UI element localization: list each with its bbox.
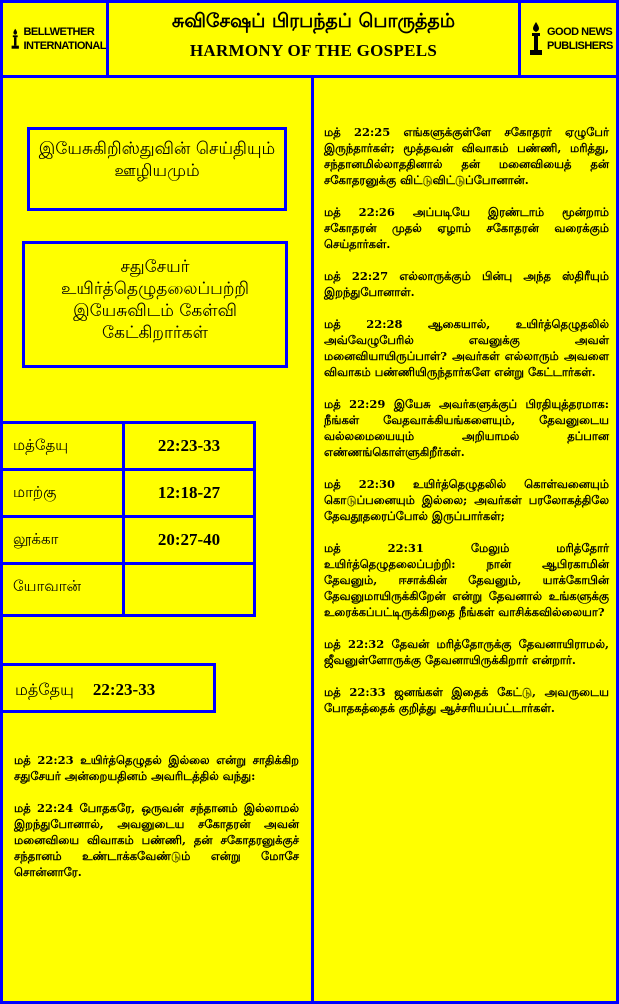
reference-verse	[125, 565, 253, 626]
verse-paragraph: மத் 22:30 உயிர்த்தெழுதலில் கொள்வனையும் கொடுப்பனையும் இல்லை; அவர்கள் பரலோகத்திலே தேவதூதரைப்போல் இருப்பார்கள்;	[324, 477, 609, 523]
logo-left-line1: BELLWETHER	[23, 26, 95, 38]
reference-book: மாற்கு	[3, 471, 125, 515]
reference-row	[0, 562, 256, 617]
verse-paragraph: மத் 22:28 ஆகையால், உயிர்த்தெழுதலில் அவ்வேழுபேரில் எவனுக்கு அவள் மனைவியாயிருப்பாள்? அவர்கள் எல்லாரும் அவளை விவாகம் பண்ணியிருந்தார்களே என்று கேட்டார்கள்.	[324, 317, 609, 379]
page-title-tamil: சுவிசேஷப் பிரபந்தப் பொருத்தம்	[171, 10, 456, 32]
left-text-column	[14, 752, 299, 896]
reference-verse: 22:23-33	[157, 436, 221, 455]
reference-book: மத்தேயு	[3, 424, 125, 468]
verse-paragraph: மத் 22:26 அப்படியே இரண்டாம் மூன்றாம் சகோதரன் முதல் ஏழாம் சகோதரன் வரைக்கும் செய்தார்கள்.	[324, 205, 609, 251]
bellwether-logo	[0, 0, 109, 78]
verse-paragraph: மத் 22:32 தேவன் மரித்தோருக்கு தேவனாயிராமல், ஜீவனுள்ளோருக்கு தேவனாயிருக்கிறார் என்றார்.	[324, 637, 609, 667]
reference-row	[0, 515, 256, 565]
verse-paragraph: மத் 22:33 ஜனங்கள் இதைக் கேட்டு, அவருடைய போதகத்தைக் குறித்து ஆச்சரியப்பட்டார்கள்.	[324, 685, 609, 715]
reference-book: யோவான்	[3, 565, 125, 614]
reference-row	[0, 468, 256, 518]
reference-verse: 12:18-27	[157, 483, 221, 502]
page-title-english: HARMONY OF THE GOSPELS	[189, 41, 438, 60]
verse-paragraph: மத் 22:29 இயேசு அவர்களுக்குப் பிரதியுத்தரமாக: நீங்கள் வேதவாக்கியங்களையும், தேவனுடைய வல்லமையையும் அறியாமல் தப்பான எண்ணங்கொள்ளுகிறீர்கள்.	[324, 397, 609, 459]
verse-paragraph: மத் 22:24 போதகரே, ஒருவன் சந்தானம் இல்லாமல் இறந்துபோனால், அவனுடைய சகோதரன் அவன் மனைவியை விவாகம் பண்ணி, தன் சகோதரனுக்குச் சந்தானம் உண்டாக்கவேண்டும் என்று மோசே சொன்னாரே.	[14, 801, 299, 879]
current-book: மத்தேயு	[15, 680, 74, 699]
lamp-icon	[529, 20, 543, 58]
reference-verse: 20:27-40	[157, 530, 221, 549]
header	[106, 0, 521, 78]
verse-paragraph: மத் 22:27 எல்லாருக்கும் பின்பு அந்த ஸ்திரீயும் இறந்துபோனாள்.	[324, 269, 609, 299]
logo-right-line1: GOOD NEWS	[547, 26, 613, 38]
reference-row	[0, 421, 256, 471]
subsection-title: சதுசேயர் உயிர்த்தெழுதலைப்பற்றி இயேசுவிடம் கேள்வி கேட்கிறார்கள்	[22, 241, 288, 368]
verse-paragraph: மத் 22:25 எங்களுக்குள்ளே சகோதரர் ஏழுபேர் இருந்தார்கள்; மூத்தவன் விவாகம் பண்ணி, மரித்து, சந்தானமில்லாததினால் தன் மனைவியைத் தன் சகோதரனுக்கு விட்டுவிட்டுப்போனான்.	[324, 125, 609, 187]
logo-right-line2: PUBLISHERS	[547, 40, 613, 52]
verse-paragraph: மத் 22:23 உயிர்த்தெழுதல் இல்லை என்று சாதிக்கிற சதுசேயர் அன்றையதினம் அவரிடத்தில் வந்து:	[14, 753, 299, 783]
right-text-column	[324, 124, 609, 732]
section-title: இயேசுகிறிஸ்துவின் செய்தியும் ஊழியமும்	[27, 127, 287, 211]
reference-book: லூக்கா	[3, 518, 125, 562]
lamp-icon	[11, 20, 19, 58]
current-reference	[0, 663, 216, 713]
logo-left-line2: INTERNATIONAL	[23, 40, 106, 52]
current-verse: 22:23-33	[92, 680, 156, 699]
verse-paragraph: மத் 22:31 மேலும் மரித்தோர் உயிர்த்தெழுதலைப்பற்றி: நான் ஆபிரகாமின் தேவனும், ஈசாக்கின் தேவனும், யாக்கோபின் தேவனுமாயிருக்கிறேன் என்று தேவனால் உங்களுக்கு உரைக்கப்பட்டிருக்கிறதை நீங்கள் வாசிக்கவில்லையா?	[324, 541, 609, 619]
good-news-logo	[518, 0, 619, 78]
